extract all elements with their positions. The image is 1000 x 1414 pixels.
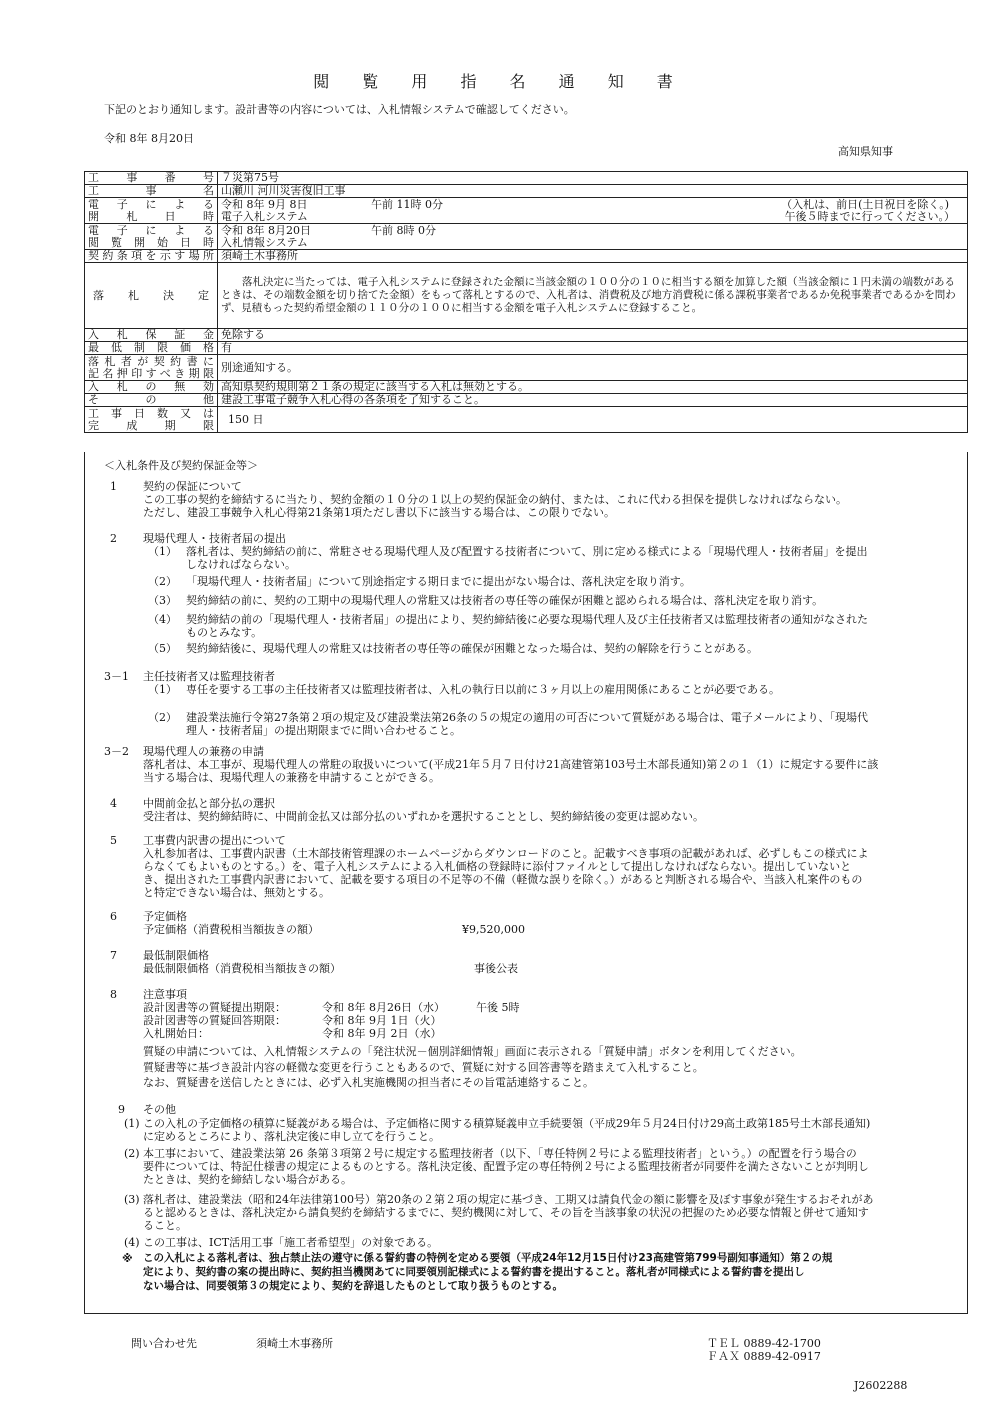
- s4-head: 中間前金払と部分払の選択: [143, 797, 275, 810]
- s5-head: 工事費内訳書の提出について: [143, 834, 286, 847]
- s2-num: 2: [110, 532, 117, 545]
- kaisatsu-system: 電子入札システム: [221, 209, 308, 223]
- s8-r2-value: 令和 8年 9月 1日（火）: [322, 1014, 442, 1027]
- s5-num: 5: [110, 834, 117, 847]
- label-kouji-mei: 工事名: [85, 185, 218, 198]
- info-table: [84, 171, 968, 433]
- value-rakusatsu: 落札決定に当たっては、電子入札システムに登録された金額に当該金額の１００分の１０に相当する額を加算した額（当該金額に１円未満の端数があるときは、その端数金額を切り捨てた金額）をもって落札とするので、入札者は、消費税及び地方消費税に係る課税事業者であるか免税事業者であるかを問わず、見積もった契約希望金額の１１０分の１００に相当する金額を電子入札システムに登録すること。: [218, 263, 968, 329]
- label-kimei-2: 記名押印すべき期限: [88, 366, 214, 380]
- s7-num: 7: [110, 949, 117, 962]
- value-mukou: 高知県契約規則第２１条の規定に該当する入札は無効とする。: [218, 381, 968, 394]
- s9-i1a: この入札の予定価格の積算に疑義がある場合は、予定価格に関する積算疑義申立手続要領（平成29年５月24日付け29高土政第185号土木部長通知): [143, 1117, 871, 1130]
- s9-i2-num: (2): [124, 1147, 140, 1160]
- s2-i1a: 落札者は、契約締結の前に、常駐させる現場代理人及び配置する技術者について、別に定める様式による「現場代理人・技術者届」を提出: [186, 545, 868, 558]
- s9-num: 9: [118, 1103, 125, 1116]
- s9-i3b: ると認めるときは、落札決定から請負契約を締結するまでに、契約機関に対して、その旨を当該事象の状況の把握のため必要な情報と併せて通知す: [143, 1206, 869, 1219]
- s31-i1-num: （1）: [148, 683, 177, 696]
- s9-i2a: 本工事において、建設業法第 26 条第３項第２号に規定する監理技術者（以下、「専任特例２号による監理技術者」という。）の配置を行う場合の: [143, 1147, 857, 1160]
- s8-line1: 質疑の申請については、入札情報システムの「発注状況－個別詳細情報」画面に表示される「質疑申請」ボタンを利用してください。: [143, 1045, 802, 1058]
- label-nissu-1: 工事日数又は: [88, 406, 214, 420]
- s9-i1-num: (1): [124, 1117, 140, 1130]
- s4-num: 4: [110, 797, 117, 810]
- value-kouji-mei: 山瀬川 河川災害復旧工事: [218, 185, 968, 198]
- s7-label: 最低制限価格（消費税相当額抜きの額）: [143, 962, 341, 975]
- label-hoshou: 入札保証金: [85, 329, 218, 342]
- contact-office: 須崎土木事務所: [256, 1337, 333, 1350]
- s32-num: 3－2: [104, 745, 129, 758]
- s9-i1b: に定めるところにより、落札決定後に申し立てを行うこと。: [143, 1130, 440, 1143]
- s2-i2-num: （2）: [148, 575, 177, 588]
- s9-i3a: 落札者は、建設業法（昭和24年法律第100号）第20条の２第２項の規定に基づき、工期又は請負代金の額に影響を及ぼす事象が発生するおそれがあ: [143, 1193, 874, 1206]
- value-kouji-bangou: ７災第75号: [218, 172, 968, 185]
- note-line3: ない場合は、同要領第３の規定により、契約を辞退したものとして取り扱うものとする。: [143, 1280, 563, 1292]
- s8-r1-value: 令和 8年 8月26日（水）: [322, 1001, 445, 1014]
- s9-i2c: たときは、契約を締結しない場合がある。: [143, 1173, 352, 1186]
- label-mukou: 入札の無効: [85, 381, 218, 394]
- contact-label: 問い合わせ先: [131, 1337, 197, 1350]
- s7-value: 事後公表: [474, 962, 518, 975]
- value-keiyaku: 須崎土木事務所: [218, 250, 968, 263]
- notice-date: 令和 8年 8月20日: [104, 132, 194, 145]
- value-saitei: 有: [218, 342, 968, 355]
- s8-line3: なお、質疑書を送信したときには、必ず入札実施機関の担当者にその旨電話連絡すること。: [143, 1076, 594, 1089]
- label-rakusatsu: 落札決定: [85, 263, 218, 329]
- label-etsuran: [85, 224, 218, 250]
- document-title: 閲 覧 用 指 名 通 知 書: [313, 72, 687, 91]
- s6-num: 6: [110, 910, 117, 923]
- label-nissu: [85, 407, 218, 433]
- value-nissu: 150 日: [218, 407, 968, 433]
- s8-r1-time: 午後 5時: [476, 1001, 520, 1014]
- etsuran-time: 午前 8時 0分: [371, 223, 436, 237]
- value-kimei: 別途通知する。: [218, 355, 968, 381]
- label-kimei: [85, 355, 218, 381]
- s1-line2: ただし、建設工事競争入札心得第21条第1項ただし書以下に該当する場合は、この限りでない。: [143, 506, 615, 519]
- tel: ＴＥＬ 0889-42-1700: [707, 1337, 821, 1350]
- s2-i5-num: （5）: [148, 642, 177, 655]
- label-kimei-1: 落札者が契約書に: [88, 354, 214, 368]
- s5-line2: らなくてもよいものとする。）を、電子入札システムによる入札価格の登録時に添付ファイルとして提出しなければならない。提出していないと: [143, 860, 852, 873]
- s2-i1b: しなければならない。: [186, 558, 296, 571]
- s5-line3: き、提出された工事費内訳書において、記載を要する項目の不足等の不備（軽微な誤りを除く。）があると判断される場合や、当該入札案件のもの: [143, 873, 863, 886]
- s2-i3: 契約締結の前に、契約の工期中の現場代理人の常駐又は技術者の専任等の確保が困難と認められる場合は、落札決定を取り消す。: [186, 594, 824, 607]
- label-kaisatsu-2: 開札日時: [88, 209, 214, 223]
- intro-text: 下記のとおり通知します。設計書等の内容については、入札情報システムで確認してください。: [104, 103, 575, 116]
- s9-head: その他: [143, 1103, 176, 1116]
- s8-r3-value: 令和 8年 9月 2日（水）: [322, 1027, 442, 1040]
- s6-value: ¥9,520,000: [462, 923, 525, 936]
- label-nissu-2: 完成期限: [88, 418, 214, 432]
- s2-head: 現場代理人・技術者届の提出: [143, 532, 286, 545]
- s1-num: 1: [110, 480, 117, 493]
- s32-head: 現場代理人の兼務の申請: [143, 745, 264, 758]
- etsuran-system: 入札情報システム: [221, 235, 308, 249]
- kaisatsu-note-2: 午後５時までに行ってください。）: [784, 210, 955, 223]
- s32-line2: 当する場合は、現場代理人の兼務を申請することができる。: [143, 771, 440, 784]
- value-etsuran: [218, 224, 968, 250]
- s2-i1-num: （1）: [148, 545, 177, 558]
- fax: ＦＡＸ 0889-42-0917: [707, 1350, 821, 1363]
- s9-i4-num: (4): [124, 1236, 140, 1249]
- s31-num: 3－1: [104, 670, 129, 683]
- kaisatsu-note-1: （入札は、前日(土日祝日を除く。): [781, 198, 949, 211]
- s31-head: 主任技術者又は監理技術者: [143, 670, 275, 683]
- s5-line1: 入札参加者は、工事費内訳書（土木部技術管理課のホームページからダウンロードのこと。記載すべき事項の記載があれば、必ずしもこの様式によ: [143, 847, 869, 860]
- conditions-title: ＜入札条件及び契約保証金等＞: [104, 459, 258, 472]
- value-sonota: 建設工事電子競争入札心得の各条項を了知すること。: [218, 394, 968, 407]
- s9-i3-num: (3): [124, 1193, 140, 1206]
- s2-i4-num: （4）: [148, 613, 177, 626]
- s8-head: 注意事項: [143, 988, 187, 1001]
- label-kouji-bangou: 工事番号: [85, 172, 218, 185]
- s9-i3c: ること。: [143, 1219, 187, 1232]
- s2-i5: 契約締結後に、現場代理人の常駐又は技術者の専任等の確保が困難となった場合は、契約の解除を行うことがある。: [186, 642, 758, 655]
- s31-i1: 専任を要する工事の主任技術者又は監理技術者は、入札の執行日以前に３ヶ月以上の雇用関係にあることが必要である。: [186, 683, 780, 696]
- s4-line1: 受注者は、契約締結時に、中間前金払又は部分払のいずれかを選択することとし、契約締結後の変更は認めない。: [143, 810, 704, 823]
- label-kaisatsu-1: 電子による: [88, 197, 214, 211]
- s5-line4: と特定できない場合は、無効とする。: [143, 886, 330, 899]
- issuer: 高知県知事: [838, 145, 893, 158]
- s9-i4: この工事は、ICT活用工事「施工者希望型」の対象である。: [143, 1236, 439, 1249]
- s32-line1: 落札者は、本工事が、現場代理人の常駐の取扱いについて(平成21年５月７日付け21高建管第103号土木部長通知)第２の１（1）に規定する要件に該: [143, 758, 879, 771]
- s6-head: 予定価格: [143, 910, 187, 923]
- kaisatsu-time: 午前 11時 0分: [371, 197, 443, 211]
- s2-i2: 「現場代理人・技術者届」について別途指定する期日までに提出がない場合は、落札決定を取り消す。: [186, 575, 691, 588]
- s8-line2: 質疑書等に基づき設計内容の軽微な変更を行うこともあるので、質疑に対する回答書等を踏まえて入札すること。: [143, 1061, 704, 1074]
- label-etsuran-1: 電子による: [88, 223, 214, 237]
- s9-i2b: 要件については、特記仕様書の規定によるものとする。落札決定後、配置予定の専任特例２号による監理技術者が同要件を満たさないことが判明し: [143, 1160, 869, 1173]
- s31-i2-num: （2）: [148, 711, 177, 724]
- doc-code: J2602288: [854, 1379, 908, 1392]
- note-line1: この入札による落札者は、独占禁止法の遵守に係る誓約書の特例を定める要領（平成24年12月15日付け23高建管第799号副知事通知）第２の規: [143, 1252, 833, 1264]
- s7-head: 最低制限価格: [143, 949, 209, 962]
- note-mark: ※: [122, 1252, 133, 1265]
- s8-r1-label: 設計図書等の質疑提出期限：: [143, 1001, 286, 1014]
- label-keiyaku: 契約条項を示す場所: [85, 250, 218, 263]
- value-kaisatsu: [218, 198, 968, 224]
- value-hoshou: 免除する: [218, 329, 968, 342]
- label-sonota: その他: [85, 394, 218, 407]
- kaisatsu-date: 令和 8年 9月 8日: [221, 197, 308, 211]
- note-line2: 定により、契約書の案の提出時に、契約担当機関あてに同要領別記様式による誓約書を提出すること。落札者が同様式による誓約書を提出し: [143, 1266, 805, 1278]
- s2-i3-num: （3）: [148, 594, 177, 607]
- s1-head: 契約の保証について: [143, 480, 242, 493]
- s31-i2a: 建設業法施行令第27条第２項の規定及び建設業法第26条の５の規定の適用の可否について質疑がある場合は、電子メールにより、「現場代: [186, 711, 869, 724]
- s8-num: 8: [110, 988, 117, 1001]
- label-kaisatsu: [85, 198, 218, 224]
- s1-line1: この工事の契約を締結するに当たり、契約金額の１０分の１以上の契約保証金の納付、または、これに代わる担保を提供しなければならない。: [143, 493, 847, 506]
- s31-i2b: 理人・技術者届」の提出期限までに問い合わせること。: [186, 724, 461, 737]
- s2-i4a: 契約締結の前の「現場代理人・技術者届」の提出により、契約締結後に必要な現場代理人及び主任技術者又は監理技術者の通知がなされた: [186, 613, 868, 626]
- s6-label: 予定価格（消費税相当額抜きの額）: [143, 923, 319, 936]
- s8-r2-label: 設計図書等の質疑回答期限：: [143, 1014, 286, 1027]
- etsuran-date: 令和 8年 8月20日: [221, 223, 311, 237]
- label-saitei: 最低制限価格: [85, 342, 218, 355]
- s2-i4b: ものとみなす。: [186, 626, 263, 639]
- s8-r3-label: 入札開始日：: [143, 1027, 209, 1040]
- label-etsuran-2: 閲覧開始日時: [88, 235, 214, 249]
